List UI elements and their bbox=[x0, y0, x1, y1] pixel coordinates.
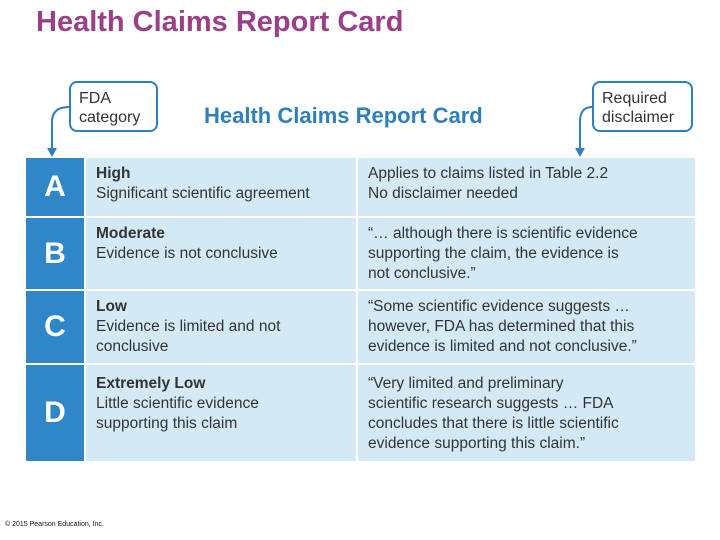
disclaimer-line: however, FDA has determined that this bbox=[368, 318, 635, 335]
grade-letter: B bbox=[26, 218, 84, 289]
callout-line: Required bbox=[602, 90, 667, 107]
disclaimer-cell bbox=[358, 158, 695, 216]
disclaimer-line: scientific research suggests … FDA bbox=[368, 395, 614, 412]
evidence-level-cell bbox=[86, 158, 356, 216]
evidence-level: Extremely Low bbox=[96, 375, 206, 392]
disclaimer-line: concludes that there is little scientific bbox=[368, 415, 619, 432]
disclaimer-line: not conclusive.” bbox=[368, 265, 476, 282]
evidence-level-cell bbox=[86, 365, 356, 461]
disclaimer-arrow bbox=[580, 107, 592, 150]
evidence-description-line: Little scientific evidence bbox=[96, 395, 259, 412]
disclaimer-line: Applies to claims listed in Table 2.2 bbox=[368, 165, 609, 182]
disclaimer-cell bbox=[358, 218, 695, 289]
disclaimer-arrowhead bbox=[575, 148, 585, 157]
disclaimer-line: “Very limited and preliminary bbox=[368, 375, 564, 392]
disclaimer-line: supporting the claim, the evidence is bbox=[368, 245, 619, 262]
evidence-level: Low bbox=[96, 298, 127, 315]
slide-title: Health Claims Report Card bbox=[36, 6, 404, 38]
evidence-description-line: supporting this claim bbox=[96, 415, 238, 432]
disclaimer-cell bbox=[358, 365, 695, 461]
grade-letter: C bbox=[26, 291, 84, 363]
disclaimer-cell bbox=[358, 291, 695, 363]
evidence-level-cell bbox=[86, 291, 356, 363]
evidence-description-line: Evidence is not conclusive bbox=[96, 245, 278, 262]
evidence-level: High bbox=[96, 165, 131, 182]
evidence-description-line: conclusive bbox=[96, 338, 169, 355]
evidence-level: Moderate bbox=[96, 225, 165, 242]
disclaimer-line: evidence is limited and not conclusive.” bbox=[368, 338, 637, 355]
evidence-level-cell bbox=[86, 218, 356, 289]
fda-category-callout bbox=[69, 81, 158, 132]
grade-letter: A bbox=[26, 158, 84, 216]
required-disclaimer-callout bbox=[592, 81, 693, 132]
disclaimer-line: evidence supporting this claim.” bbox=[368, 435, 586, 452]
report-card-table bbox=[26, 158, 693, 461]
callout-line: disclaimer bbox=[602, 109, 675, 126]
callout-line: category bbox=[79, 109, 141, 126]
disclaimer-line: “Some scientific evidence suggests … bbox=[368, 298, 630, 315]
copyright-notice: © 2015 Pearson Education, Inc. bbox=[5, 521, 104, 528]
grade-letter: D bbox=[26, 365, 84, 461]
evidence-description-line: Evidence is limited and not bbox=[96, 318, 281, 335]
callout-line: FDA bbox=[79, 90, 111, 107]
disclaimer-line: “… although there is scientific evidence bbox=[368, 225, 638, 242]
disclaimer-line: No disclaimer needed bbox=[368, 185, 518, 202]
report-card-title: Health Claims Report Card bbox=[204, 103, 483, 128]
fda-category-arrow bbox=[52, 107, 69, 150]
fda-category-arrowhead bbox=[47, 148, 57, 157]
evidence-description-line: Significant scientific agreement bbox=[96, 185, 310, 202]
